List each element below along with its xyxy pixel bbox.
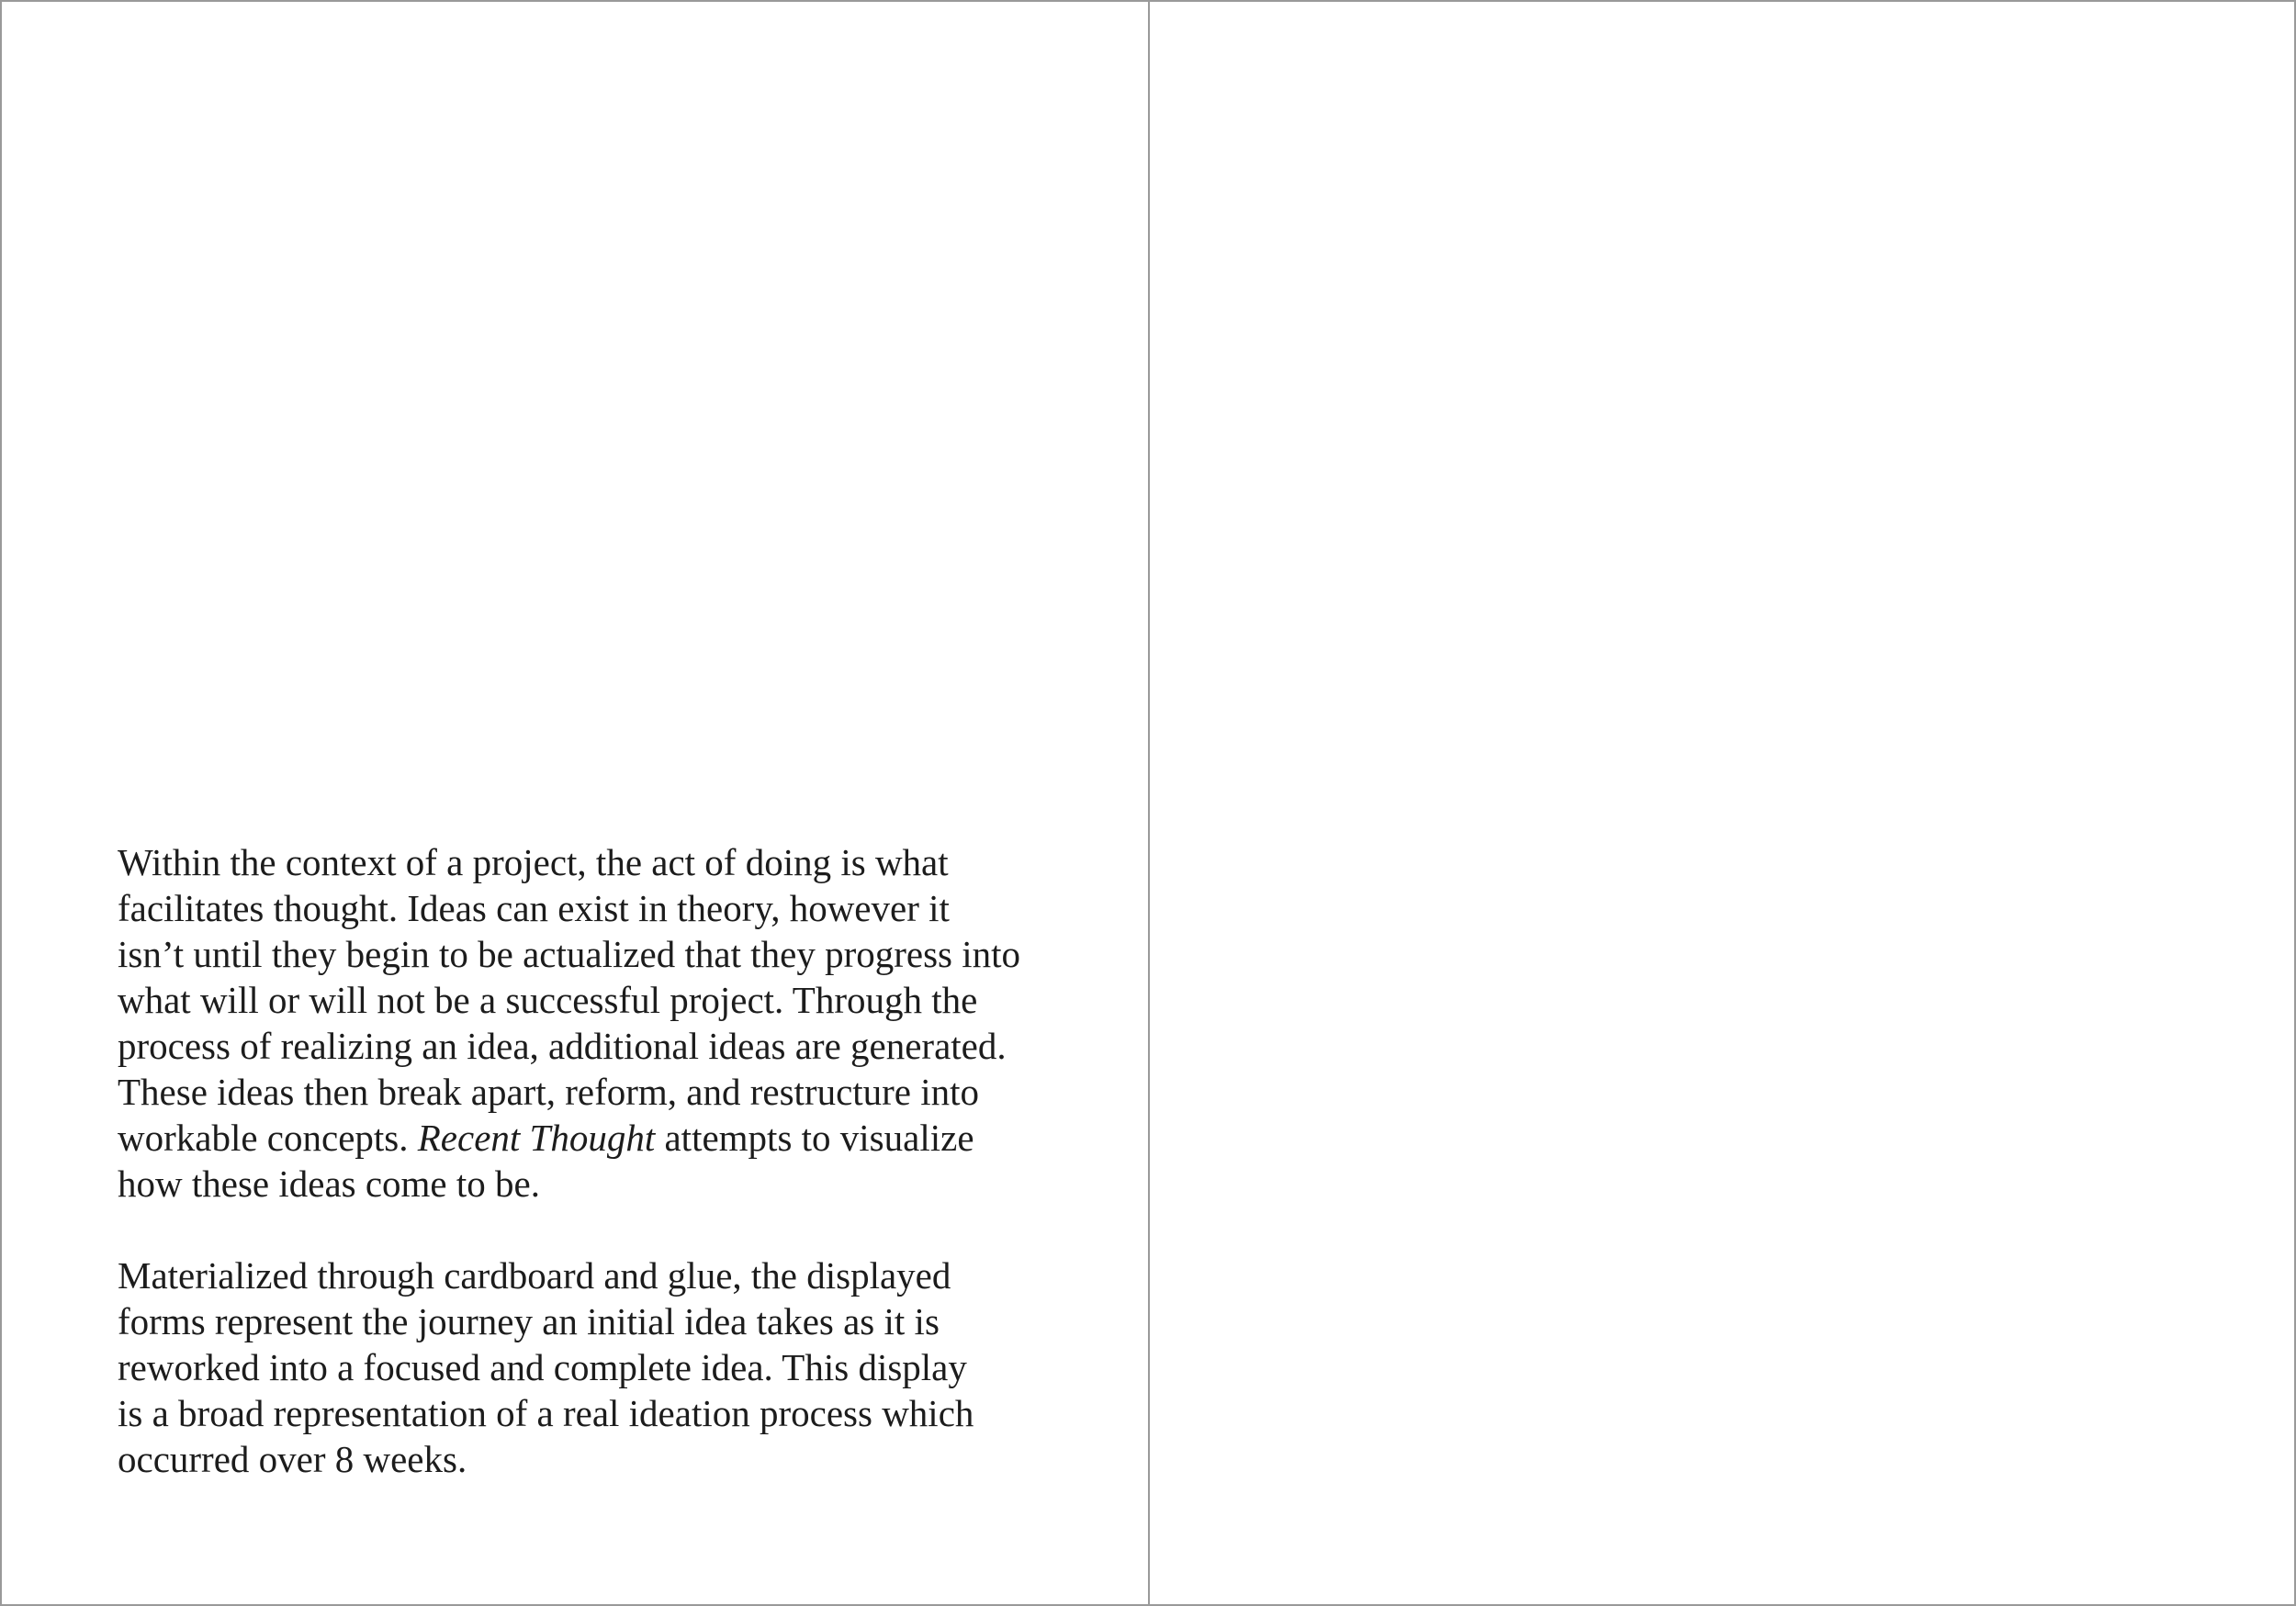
text-line: isn’t until they begin to be actualized that they progress into (118, 933, 1021, 975)
paragraph-materials (118, 1252, 1091, 1482)
text-line: Within the context of a project, the act of doing is what (118, 841, 949, 883)
text-line: forms represent the journey an initial idea takes as it is (118, 1300, 940, 1342)
text-line: These ideas then break apart, reform, and restructure into (118, 1071, 980, 1113)
text-fragment: workable concepts. (118, 1117, 418, 1159)
text-line: what will or will not be a successful project. Through the (118, 979, 978, 1021)
paragraph-process (118, 839, 1091, 1207)
text-line: occurred over 8 weeks. (118, 1438, 467, 1480)
text-fragment: attempts to visualize (655, 1117, 974, 1159)
text-line: is a broad representation of a real ideation process which (118, 1392, 974, 1434)
text-line: process of realizing an idea, additional ideas are generated. (118, 1025, 1007, 1067)
text-line: how these ideas come to be. (118, 1162, 540, 1205)
right-page (1150, 2, 2296, 1606)
text-line-with-title (118, 1115, 1091, 1161)
body-text (118, 839, 1091, 1482)
text-line: reworked into a focused and complete idea. This display (118, 1346, 967, 1388)
work-title: Recent Thought (417, 1117, 656, 1159)
text-line: Materialized through cardboard and glue, the displayed (118, 1254, 951, 1297)
text-line: facilitates thought. Ideas can exist in theory, however it (118, 887, 950, 929)
left-page (2, 2, 1150, 1606)
